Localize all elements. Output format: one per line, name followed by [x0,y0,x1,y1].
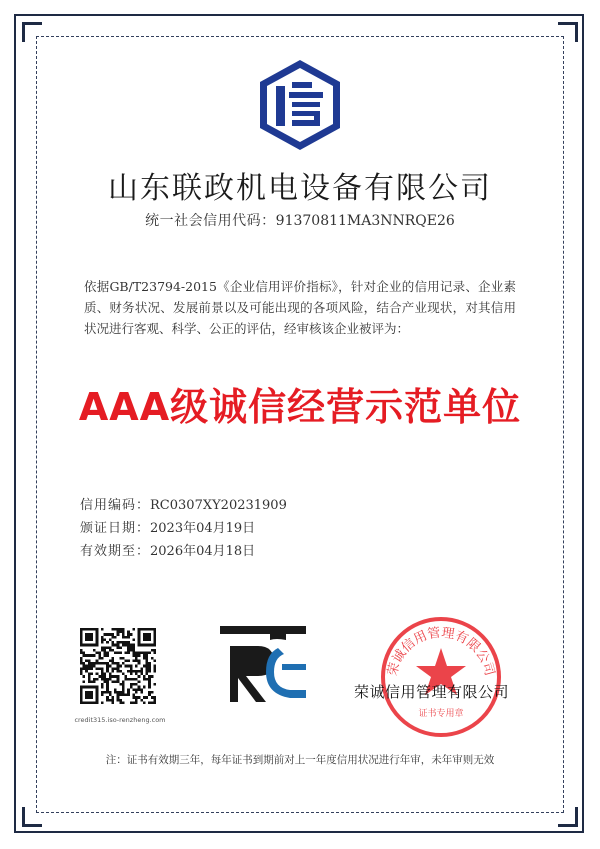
seal-bottom-text: 证书专用章 [418,709,464,719]
seal-arc-text: 荣诚信用管理有限公司 [385,625,497,678]
cert-number-row [80,494,287,517]
qr-code-icon[interactable] [80,628,156,704]
credit-code-line [0,210,600,230]
corner-ornament-top-left [22,22,42,42]
company-name: 山东联政机电设备有限公司 [108,171,492,206]
valid-date-value: 2026年04月18日 [150,544,256,559]
corner-ornament-bottom-left [22,807,42,827]
corner-ornament-bottom-right [558,807,578,827]
issue-date-value: 2023年04月19日 [150,521,256,536]
qr-caption: credit315.iso-renzheng.com [74,716,166,724]
certificate-info [80,494,287,563]
evaluation-description: 依据GB/T23794-2015《企业信用评价指标》，针对企业的信用记录、企业素质、财务状况、发展前景以及可能出现的各项风险，结合产业现状，对其信用状况进行客观、科学、公正的评估，经审核该企业被评为： [84,279,516,336]
credit-code-value: 91370811MA3NNRQE26 [275,213,455,229]
cert-number-label: 信用编码： [80,498,151,513]
issuer-name: 荣诚信用管理有限公司 [354,683,510,701]
official-seal-icon [376,612,506,742]
issue-date-label: 颁证日期： [80,521,151,536]
rc-logo-icon [218,624,308,706]
credit-code-label: 统一社会信用代码： [145,213,276,229]
cert-number-value: RC0307XY20231909 [150,498,287,513]
valid-date-label: 有效期至： [80,544,151,559]
issue-date-row [80,517,287,540]
honor-title: AAA级诚信经营示范单位 [78,385,522,429]
credit-logo-icon [256,58,344,152]
validity-note: 注：证书有效期三年，每年证书到期前对上一年度信用状况进行年审，未年审则无效 [105,754,495,766]
corner-ornament-top-right [558,22,578,42]
valid-date-row [80,540,287,563]
